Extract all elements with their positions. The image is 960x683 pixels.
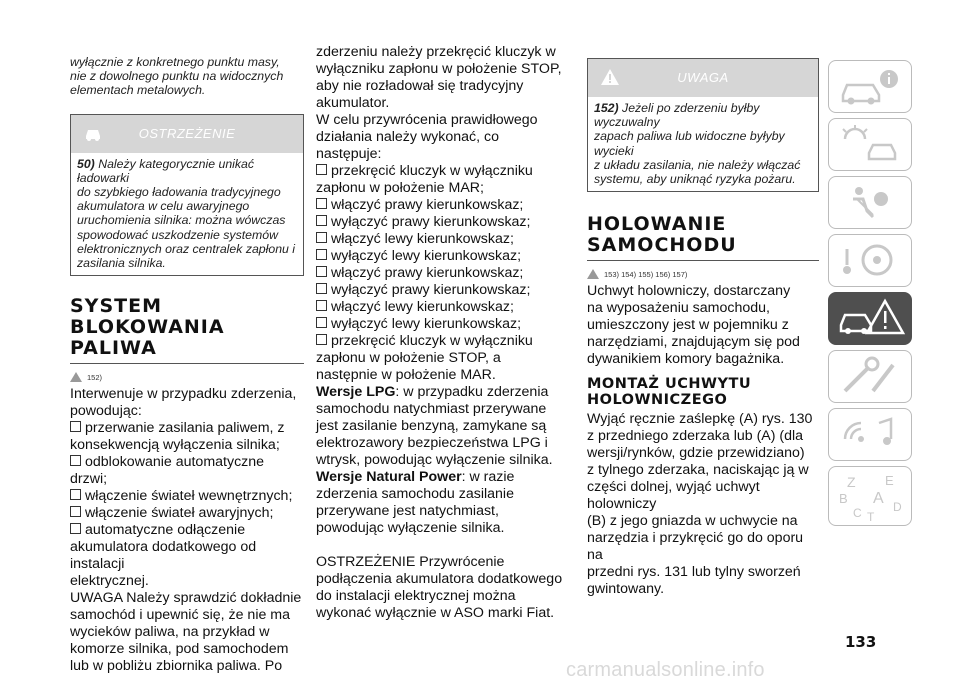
tab-dashboard-lights[interactable] bbox=[828, 118, 912, 171]
alphabetical-index-icon bbox=[829, 467, 911, 525]
text-line bbox=[70, 539, 304, 573]
text-line bbox=[70, 658, 304, 675]
text-line bbox=[316, 350, 564, 367]
text-line: elektronicznych oraz centralek zapłonu i bbox=[77, 241, 296, 256]
natural-power-label: Wersje Natural Power bbox=[316, 469, 462, 485]
index-letter: E bbox=[885, 473, 894, 488]
bullet-box-icon bbox=[316, 266, 327, 277]
index-letter: C bbox=[853, 506, 862, 520]
text-line: wykonać wyłącznie w ASO marki Fiat. bbox=[316, 605, 555, 621]
reference-number: 152) bbox=[87, 372, 103, 382]
bullet-item bbox=[316, 197, 564, 214]
caution-title: UWAGA bbox=[677, 70, 729, 85]
reference-numbers: 153) 154) 155) 156) 157) bbox=[604, 269, 688, 279]
text-span: Należy kategorycznie unikać ładowarki bbox=[77, 156, 255, 185]
tab-steering-key[interactable] bbox=[828, 234, 912, 287]
line-text: akumulatora dodatkowego od instalacji bbox=[70, 539, 257, 573]
line-text: włączyć prawy kierunkowskaz; bbox=[331, 197, 524, 213]
line-text: następnie w położenie MAR. bbox=[316, 367, 496, 383]
natural-power-paragraph bbox=[316, 469, 564, 537]
text-line bbox=[70, 573, 304, 590]
bullet-item bbox=[316, 333, 564, 350]
bullet-item bbox=[316, 316, 564, 333]
body-text bbox=[587, 283, 819, 368]
text-line: z tylnego zderzaka, naciskając ją w bbox=[587, 462, 809, 479]
index-letter: B bbox=[839, 491, 848, 506]
index-letter: D bbox=[893, 500, 902, 514]
line-text: włączenie świateł awaryjnych; bbox=[85, 505, 274, 522]
text-line bbox=[316, 146, 564, 163]
warning-number: 50) bbox=[77, 156, 95, 171]
text-line bbox=[316, 78, 564, 95]
bullet-box-icon bbox=[70, 455, 81, 466]
text-line: jest zasilanie benzyną, zamykane są bbox=[316, 418, 547, 434]
line-text: włączyć prawy kierunkowskaz; bbox=[331, 265, 524, 281]
watermark: carmanualsonline.info bbox=[566, 659, 765, 681]
warning-body bbox=[71, 153, 303, 276]
text-line bbox=[77, 157, 297, 185]
warning-triangle-icon bbox=[587, 269, 599, 279]
text-line: podłączenia akumulatora dodatkowego bbox=[316, 571, 563, 587]
bullet-item bbox=[316, 214, 564, 231]
section-heading bbox=[70, 296, 304, 364]
line-text: aby nie rozładował się tradycyjny bbox=[316, 78, 524, 94]
text-line bbox=[316, 367, 564, 384]
index-letter: T bbox=[867, 510, 875, 524]
text-line: wyłącznie z konkretnego punktu masy, bbox=[70, 55, 280, 69]
subsection-heading bbox=[587, 376, 819, 408]
caution-number: 152) bbox=[594, 101, 619, 115]
tab-airbag-safety[interactable] bbox=[828, 176, 912, 229]
line-text: W celu przywrócenia prawidłowego bbox=[316, 112, 538, 128]
text-line: akumulatora w celu awaryjnego bbox=[77, 199, 250, 214]
reference-marks bbox=[587, 265, 819, 283]
text-line: z przedniego zderzaka lub (A) (dla bbox=[587, 428, 804, 445]
bullet-box-icon bbox=[70, 421, 81, 432]
line-text: włączenie świateł wewnętrznych; bbox=[85, 488, 293, 505]
line-text: włączyć lewy kierunkowskaz; bbox=[331, 299, 514, 315]
text-line bbox=[70, 641, 304, 658]
line-text: wyłączyć prawy kierunkowskaz; bbox=[331, 282, 531, 298]
bullet-item bbox=[70, 522, 304, 539]
line-text: zapłonu w położenie MAR; bbox=[316, 180, 484, 196]
text-line: dywanikiem komory bagażnika. bbox=[587, 351, 785, 368]
page-number: 133 bbox=[845, 633, 877, 651]
text-line: narzędzia i przykręcić go do oporu na bbox=[587, 530, 804, 564]
warning-box bbox=[70, 114, 304, 277]
text-line bbox=[70, 590, 304, 607]
heading-line: BLOKOWANIA bbox=[70, 316, 225, 339]
text-line: systemu, aby uniknąć ryzyka pożaru. bbox=[594, 172, 796, 187]
intro-text bbox=[70, 55, 304, 98]
line-text: włączyć lewy kierunkowskaz; bbox=[331, 231, 514, 247]
text-line bbox=[594, 101, 812, 129]
line-text: następuje: bbox=[316, 146, 382, 162]
text-line: narzędziami, znajdującym się pod bbox=[587, 334, 800, 351]
body-text bbox=[316, 44, 564, 384]
text-line bbox=[316, 61, 564, 78]
bullet-item bbox=[316, 163, 564, 180]
line-text: UWAGA Należy sprawdzić dokładnie bbox=[70, 590, 302, 607]
line-text: wycieków paliwa, na przykład w bbox=[70, 624, 270, 641]
line-text: zderzeniu należy przekręcić kluczyk w bbox=[316, 44, 556, 60]
text-line bbox=[70, 607, 304, 624]
line-text: odblokowanie automatyczne drzwi; bbox=[70, 454, 265, 488]
dashboard-lights-icon bbox=[829, 119, 911, 170]
line-text: samochód i upewnić się, że nie ma bbox=[70, 607, 291, 624]
steering-wheel-key-icon bbox=[829, 235, 911, 286]
text-line: gwintowany. bbox=[587, 581, 665, 598]
bullet-box-icon bbox=[70, 489, 81, 500]
column-left bbox=[70, 0, 304, 675]
text-line: (B) z jego gniazda w uchwycie na bbox=[587, 513, 798, 530]
bullet-box-icon bbox=[316, 232, 327, 243]
chapter-tabs bbox=[828, 60, 910, 531]
text-line bbox=[70, 437, 304, 454]
heading-line: PALIWA bbox=[70, 337, 157, 360]
bullet-item bbox=[316, 248, 564, 265]
line-text: przerwanie zasilania paliwem, z bbox=[85, 420, 285, 437]
bullet-box-icon bbox=[316, 249, 327, 260]
text-line: zderzenia samochodu zasilanie bbox=[316, 486, 514, 502]
text-line: wtrysk, powodując wyłączenie silnika. bbox=[316, 452, 553, 468]
warning-header bbox=[71, 115, 303, 153]
text-line: powodując wyłączenie silnika. bbox=[316, 520, 505, 536]
line-text: powodując: bbox=[70, 403, 142, 420]
heading-line: HOLOWNICZEGO bbox=[587, 392, 728, 409]
tab-maintenance[interactable] bbox=[828, 350, 912, 403]
text-line: elektrozawory bezpieczeństwa LPG i bbox=[316, 435, 548, 451]
text-line: uruchomienia silnika: można wówczas bbox=[77, 213, 286, 228]
bullet-item bbox=[316, 231, 564, 248]
column-right bbox=[587, 0, 819, 598]
text-line: zapach paliwa lub widoczne byłyby wycieki bbox=[594, 129, 785, 158]
text-line: elementach metalowych. bbox=[70, 83, 206, 98]
text-line bbox=[316, 95, 564, 112]
text-line: umieszczony jest w pojemniku z bbox=[587, 317, 789, 334]
caution-box bbox=[587, 58, 819, 192]
line-text: przekręcić kluczyk w wyłączniku bbox=[331, 333, 533, 349]
heading-line: HOLOWANIE bbox=[587, 213, 727, 236]
line-text: wyłączyć lewy kierunkowskaz; bbox=[331, 248, 522, 264]
emergency-warning-icon bbox=[829, 293, 911, 344]
line-text: automatyczne odłączenie bbox=[85, 522, 246, 539]
multimedia-icon bbox=[829, 409, 911, 460]
bullet-box-icon bbox=[70, 523, 81, 534]
bullet-item bbox=[70, 454, 304, 488]
text-line bbox=[70, 403, 304, 420]
text-line bbox=[316, 112, 564, 129]
bullet-box-icon bbox=[316, 300, 327, 311]
line-text: wyłączyć prawy kierunkowskaz; bbox=[331, 214, 531, 230]
airbag-safety-icon bbox=[829, 177, 911, 228]
text-line: na wyposażeniu samochodu, bbox=[587, 300, 770, 317]
column-middle bbox=[316, 0, 564, 622]
index-letter: Z bbox=[847, 474, 856, 490]
text-line: części dolnej, wyjąć uchwyt holowniczy bbox=[587, 479, 760, 513]
text-line bbox=[70, 386, 304, 403]
text-span: Jeżeli po zderzeniu byłby wyczuwalny bbox=[594, 101, 760, 130]
text-line bbox=[70, 624, 304, 641]
warning-triangle-icon bbox=[70, 372, 82, 382]
body-text bbox=[70, 386, 304, 675]
line-text: elektrycznej. bbox=[70, 573, 149, 590]
line-text: przekręcić kluczyk w wyłączniku bbox=[331, 163, 533, 179]
text-line bbox=[316, 44, 564, 61]
text-line: do szybkiego ładowania tradycyjnego bbox=[77, 185, 281, 200]
tab-multimedia[interactable] bbox=[828, 408, 912, 461]
bullet-box-icon bbox=[316, 164, 327, 175]
heading-line: MONTAŻ UCHWYTU bbox=[587, 376, 752, 393]
bullet-box-icon bbox=[316, 317, 327, 328]
line-text: wyłączyć lewy kierunkowskaz; bbox=[331, 316, 522, 332]
bullet-box-icon bbox=[316, 198, 327, 209]
line-text: wyłączniku zapłonu w położenie STOP, bbox=[316, 61, 562, 77]
text-line: do instalacji elektrycznej można bbox=[316, 588, 516, 604]
text-line: spowodować uszkodzenie systemów bbox=[77, 227, 278, 242]
text-line bbox=[316, 469, 564, 486]
text-line: nie z dowolnego punktu na widocznych bbox=[70, 69, 284, 84]
text-span: : w razie bbox=[461, 469, 515, 485]
line-text: Interwenuje w przypadku zderzenia, bbox=[70, 386, 297, 403]
text-line bbox=[316, 180, 564, 197]
text-line: Wyjąć ręcznie zaślepkę (A) rys. 130 bbox=[587, 411, 813, 428]
car-info-icon bbox=[829, 61, 911, 112]
body-text bbox=[587, 411, 819, 598]
warning-title: OSTRZEŻENIE bbox=[138, 125, 236, 141]
section-heading bbox=[587, 214, 819, 261]
bullet-item bbox=[70, 420, 304, 437]
bullet-box-icon bbox=[316, 215, 327, 226]
bullet-item bbox=[316, 299, 564, 316]
line-text: lub w pobliżu zbiornika paliwa. Po bbox=[70, 658, 283, 675]
bullet-box-icon bbox=[316, 334, 327, 345]
reference-marks bbox=[70, 368, 304, 386]
bullet-box-icon bbox=[70, 506, 81, 517]
bullet-item bbox=[70, 505, 304, 522]
text-line: przedni rys. 131 lub tylny sworzeń bbox=[587, 564, 801, 581]
maintenance-tools-icon bbox=[829, 351, 911, 402]
line-text: działania należy wykonać, co bbox=[316, 129, 499, 145]
caution-header bbox=[588, 59, 818, 97]
line-text: zapłonu w położenie STOP, a bbox=[316, 350, 501, 366]
line-text: akumulator. bbox=[316, 95, 390, 111]
lpg-paragraph bbox=[316, 384, 564, 469]
tab-index[interactable] bbox=[828, 466, 912, 526]
bullet-item bbox=[316, 282, 564, 299]
heading-line: SAMOCHODU bbox=[587, 234, 737, 257]
text-line: zasilania silnika. bbox=[77, 256, 166, 271]
warning-paragraph bbox=[316, 554, 564, 622]
text-line bbox=[316, 384, 564, 401]
text-line: Uchwyt holowniczy, dostarczany bbox=[587, 283, 791, 300]
text-line: OSTRZEŻENIE Przywrócenie bbox=[316, 554, 505, 570]
text-span: : w przypadku zderzenia bbox=[395, 384, 549, 400]
text-line: przerywane jest natychmiast, bbox=[316, 503, 499, 519]
tab-emergency[interactable] bbox=[828, 292, 912, 345]
text-line: z układu zasilania, nie należy włączać bbox=[594, 157, 801, 172]
bullet-box-icon bbox=[316, 283, 327, 294]
text-line: samochodu natychmiast przerywane bbox=[316, 401, 547, 417]
bullet-item bbox=[70, 488, 304, 505]
text-line: wersji/rynków, gdzie przewidziano) bbox=[587, 445, 805, 462]
tab-car-info[interactable] bbox=[828, 60, 912, 113]
heading-line: SYSTEM bbox=[70, 295, 162, 318]
lpg-label: Wersje LPG bbox=[316, 384, 396, 400]
text-line bbox=[316, 129, 564, 146]
caution-body bbox=[588, 97, 818, 191]
line-text: komorze silnika, pod samochodem bbox=[70, 641, 289, 658]
line-text: konsekwencją wyłączenia silnika; bbox=[70, 437, 280, 454]
index-letter: A bbox=[873, 490, 884, 507]
bullet-item bbox=[316, 265, 564, 282]
